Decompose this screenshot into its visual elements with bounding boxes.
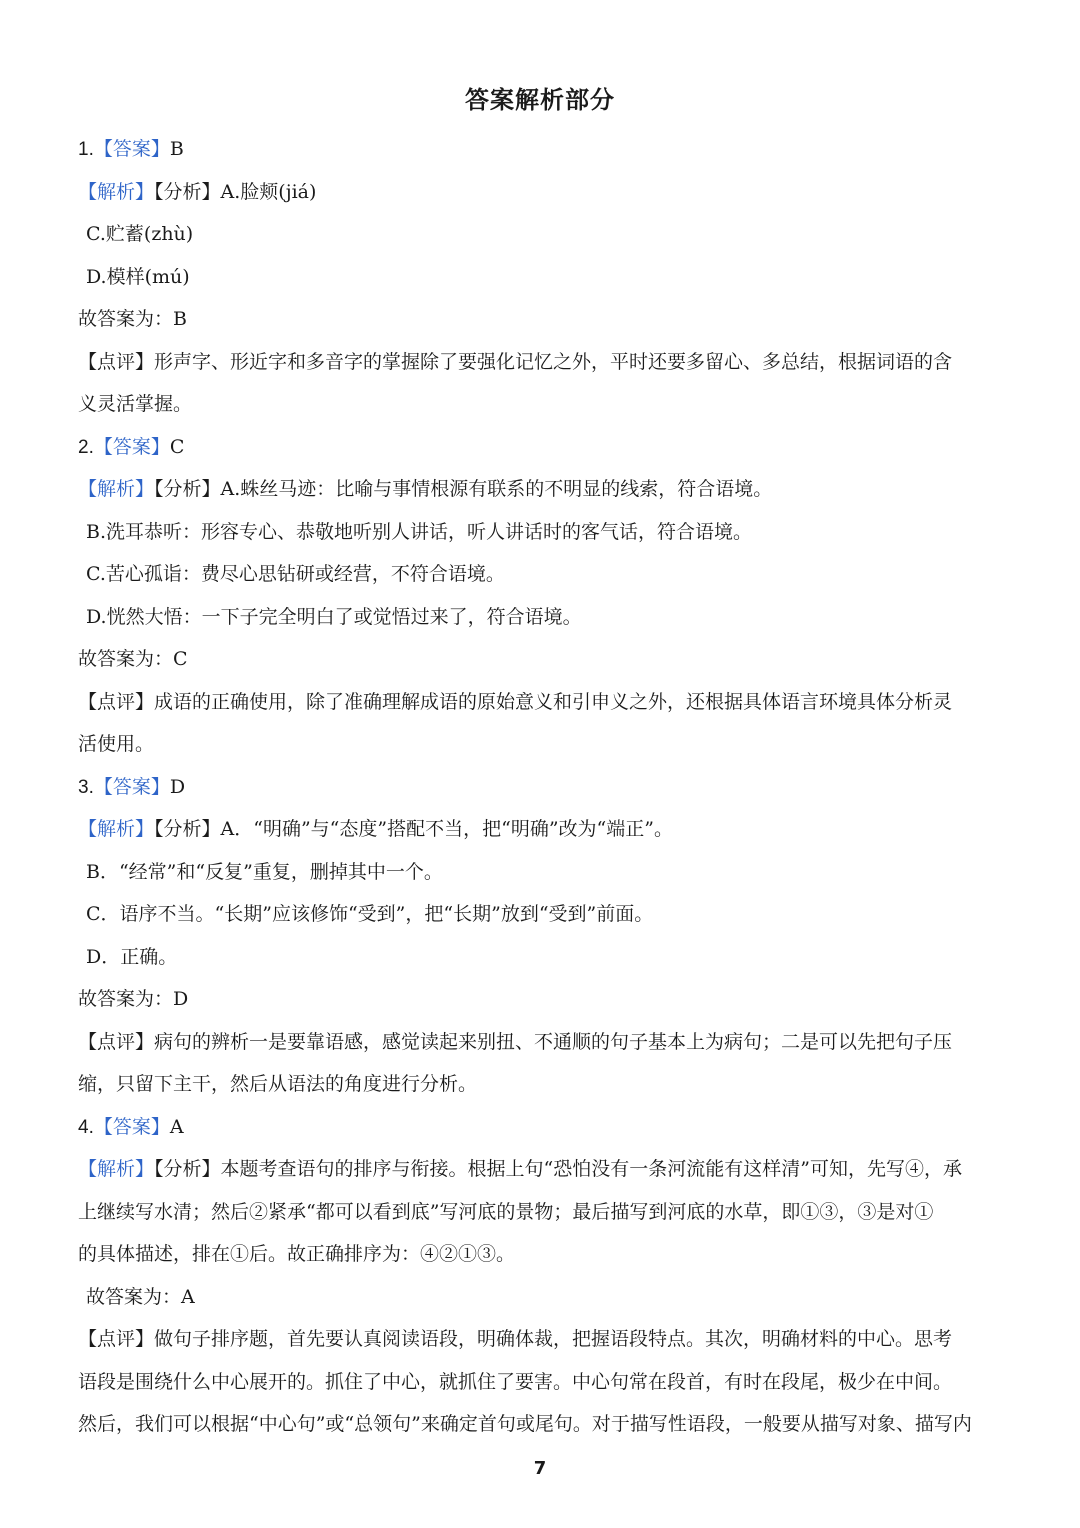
comment-text: 形声字、形近字和多音字的掌握除了要强化记忆之外，平时还要多留心、多总结，根据词语的含 [154, 350, 953, 373]
q3-comment-cont: 缩，只留下主干，然后从语法的角度进行分析。 [78, 1073, 478, 1095]
q4-comment-cont: 语段是围绕什么中心展开的。抓住了中心，就抓住了要害。中心句常在段首，有时在段尾，极少在中间。 [78, 1370, 953, 1393]
jiexi-tag: 【解析】 [78, 180, 155, 203]
jiexi-tag: 【解析】 [78, 818, 155, 840]
q2-item: B.洗耳恭听：形容专心、恭敬地听别人讲话，听人讲话时的客气话，符合语境。 [86, 520, 753, 543]
question-number: 3. [78, 776, 94, 798]
q3-item: B．“经常”和“反复”重复，删掉其中一个。 [86, 860, 443, 883]
page-number: 7 [533, 1458, 547, 1479]
q2-item: C.苦心孤诣：费尽心思钻研或经营，不符合语境。 [86, 563, 505, 585]
answer-tag: 【答案】 [93, 775, 170, 798]
q4-analysis-cont: 上继续写水清；然后②紧承“都可以看到底”写河底的景物；最后描写到河底的水草，即①③，③是对① [78, 1200, 934, 1223]
q2-answer-line [78, 426, 1008, 469]
q2-analysis-line [78, 468, 1008, 511]
question-number: 4. [78, 1116, 94, 1138]
answer-tag: 【答案】 [93, 435, 170, 458]
q2-item: D.恍然大悟：一下子完全明白了或觉悟过来了，符合语境。 [86, 605, 582, 628]
comment-text: 做句子排序题，首先要认真阅读语段，明确体裁，把握语段特点。其次，明确材料的中心。思考 [154, 1328, 953, 1350]
dianping-tag: 【点评】 [78, 690, 155, 713]
answer-value: D [169, 775, 186, 798]
dianping-tag: 【点评】 [78, 350, 155, 373]
q3-item: C．语序不当。“长期”应该修饰“受到”，把“长期”放到“受到”前面。 [86, 903, 654, 925]
q4-final-answer: 故答案为：A [86, 1285, 195, 1308]
q3-final-answer: 故答案为：D [78, 988, 189, 1010]
q3-answer-line [78, 766, 1008, 809]
answer-content [78, 128, 1008, 1446]
answer-value: B [169, 138, 184, 160]
analysis-text: A.蛛丝马迹：比喻与事情根源有联系的不明显的线索，符合语境。 [220, 478, 773, 500]
dianping-tag: 【点评】 [78, 1030, 155, 1053]
q3-comment-line [78, 1021, 1008, 1064]
fenxi-tag: 【分析】 [154, 478, 221, 500]
answer-tag: 【答案】 [93, 138, 170, 160]
q1-final-answer: 故答案为：B [78, 308, 187, 330]
analysis-text: A.脸颊(jiá) [220, 180, 317, 203]
dianping-tag: 【点评】 [78, 1328, 155, 1350]
q3-analysis-line [78, 808, 1008, 851]
answer-tag: 【答案】 [93, 1115, 170, 1138]
question-number: 1. [78, 139, 94, 160]
q2-final-answer: 故答案为：C [78, 648, 188, 670]
q4-comment-line [78, 1318, 1008, 1361]
q1-comment-line [78, 341, 1008, 384]
comment-text: 病句的辨析一是要靠语感，感觉读起来别扭、不通顺的句子基本上为病句；二是可以先把句子压 [154, 1030, 953, 1053]
page-title: 答案解析部分 [465, 86, 615, 114]
answer-value: C [169, 435, 185, 458]
q2-comment-line [78, 681, 1008, 724]
q1-item: C.贮蓄(zhù) [86, 223, 194, 245]
q2-comment-cont: 活使用。 [78, 733, 155, 755]
fenxi-tag: 【分析】 [154, 1158, 221, 1180]
question-number: 2. [78, 436, 94, 458]
fenxi-tag: 【分析】 [154, 180, 221, 203]
jiexi-tag: 【解析】 [78, 1158, 155, 1180]
q1-answer-line [78, 128, 1008, 171]
q4-analysis-line [78, 1148, 1008, 1191]
q4-analysis-cont: 的具体描述，排在①后。故正确排序为：④②①③。 [78, 1243, 516, 1265]
fenxi-tag: 【分析】 [154, 818, 221, 840]
analysis-text: 本题考查语句的排序与衔接。根据上句“恐怕没有一条河流能有这样清”可知，先写④，承 [220, 1158, 962, 1180]
q4-comment-cont: 然后，我们可以根据“中心句”或“总领句”来确定首句或尾句。对于描写性语段，一般要从描写对象、描写内 [78, 1413, 972, 1435]
q3-item: D．正确。 [86, 945, 178, 968]
q1-comment-cont: 义灵活掌握。 [78, 393, 193, 415]
answer-value: A [169, 1115, 184, 1138]
q1-analysis-line [78, 171, 1008, 214]
analysis-text: A．“明确”与“态度”搭配不当，把“明确”改为“端正”。 [220, 818, 673, 840]
jiexi-tag: 【解析】 [78, 478, 155, 500]
q4-answer-line [78, 1106, 1008, 1149]
q1-item: D.模样(mú) [86, 265, 190, 288]
comment-text: 成语的正确使用，除了准确理解成语的原始意义和引申义之外，还根据具体语言环境具体分析灵 [154, 690, 953, 713]
